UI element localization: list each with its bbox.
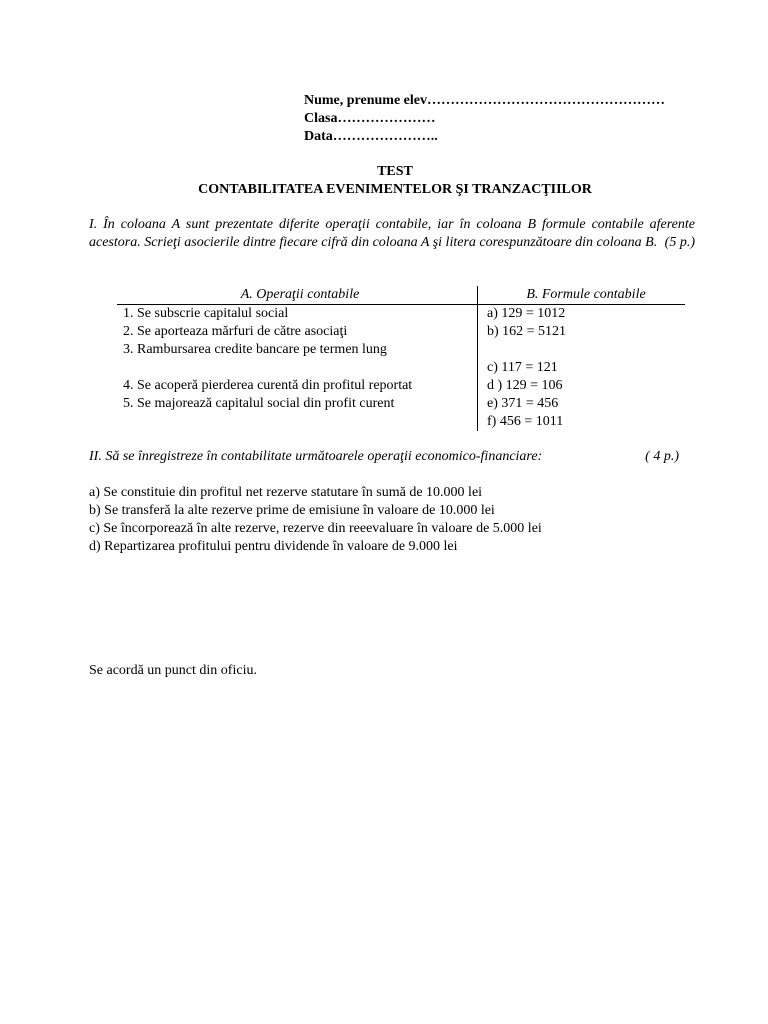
formula-cell: c) 117 = 121 [487, 360, 558, 375]
section-1-points: (5 p.) [664, 235, 695, 250]
formula-cell: e) 371 = 456 [487, 396, 559, 411]
table-row [117, 377, 685, 395]
formula-cell: d ) 129 = 106 [487, 378, 563, 393]
section-1-instructions [89, 216, 695, 252]
class-line: Clasa………………… [304, 111, 436, 126]
table-row [117, 323, 685, 341]
operation-cell: 5. Se majorează capitalul social din profit curent [117, 395, 478, 413]
operation-cell: 4. Se acoperă pierderea curentă din profitul reportat [117, 377, 478, 395]
title-subject: CONTABILITATEA EVENIMENTELOR ŞI TRANZACŢIILOR [198, 182, 592, 197]
student-info-block [304, 92, 665, 146]
title-test: TEST [377, 164, 413, 179]
table-row [117, 341, 685, 359]
operation-cell: 1. Se subscrie capitalul social [117, 305, 478, 324]
formula-cell: f) 456 = 1011 [487, 414, 564, 429]
formula-cell: b) 162 = 5121 [487, 324, 567, 339]
test-title [0, 163, 768, 199]
operation-cell [117, 359, 478, 377]
matching-table [117, 286, 685, 431]
list-item: c) Se încorporează în alte rezerve, rezerve din reeevaluare în valoare de 5.000 lei [89, 521, 542, 536]
operation-cell: 3. Rambursarea credite bancare pe termen lung [117, 341, 478, 359]
operation-cell [117, 413, 478, 431]
date-line: Data………………….. [304, 129, 438, 144]
list-item: a) Se constituie din profitul net rezerve statutare în sumă de 10.000 lei [89, 485, 483, 500]
column-a-header: A. Operaţii contabile [117, 286, 478, 305]
section-2-text: II. Să se înregistreze în contabilitate următoarele operaţii economico-financiare: [89, 449, 543, 464]
formula-cell [478, 341, 686, 359]
operations-table [117, 286, 685, 431]
operation-cell: 2. Se aporteaza mărfuri de către asociaţi [117, 323, 478, 341]
column-b-header: B. Formule contabile [478, 286, 686, 305]
table-row [117, 413, 685, 431]
footer-note: Se acordă un punct din oficiu. [89, 663, 257, 678]
table-row [117, 305, 685, 324]
table-row [117, 395, 685, 413]
formula-cell: a) 129 = 1012 [487, 306, 566, 321]
table-row [117, 359, 685, 377]
section-2-points: ( 4 p.) [645, 449, 679, 464]
section-2-instructions [89, 448, 679, 466]
list-item: b) Se transferă la alte rezerve prime de emisiune în valoare de 10.000 lei [89, 503, 495, 518]
list-item: d) Repartizarea profitului pentru dividende în valoare de 9.000 lei [89, 539, 458, 554]
table-header-row [117, 286, 685, 305]
operations-list [89, 484, 709, 556]
section-1-text: I. În coloana A sunt prezentate diferite operaţii contabile, iar în coloana B formule contabile aferente acestora. Scrieţi asocierile dintre fiecare cifră din coloana A şi litera corespunzătoare din coloana B. [89, 217, 695, 250]
student-name-line: Nume, prenume elev…………………………………………… [304, 93, 665, 108]
